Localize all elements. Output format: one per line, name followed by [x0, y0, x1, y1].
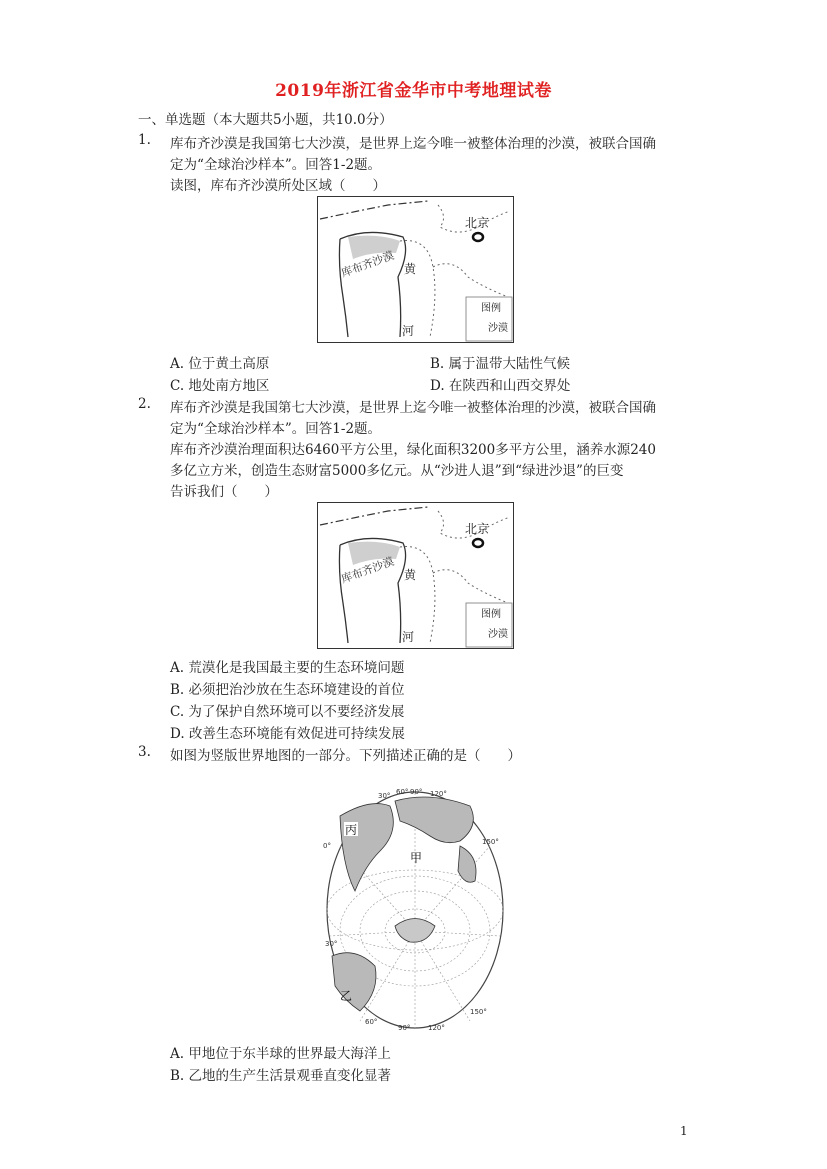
- label-yi: 乙: [340, 989, 353, 1003]
- world-map-vertical: [320, 786, 510, 1036]
- label-bing: 丙: [345, 823, 358, 837]
- desert-map-2: [317, 502, 514, 649]
- lon-label: 90°: [398, 1024, 411, 1032]
- page-title: 2019年浙江省金华市中考地理试卷: [275, 81, 552, 101]
- question-text: 告诉我们（ ）: [170, 484, 278, 500]
- option[interactable]: B. 属于温带大陆性气候: [430, 356, 571, 372]
- option[interactable]: B. 乙地的生产生活景观垂直变化显著: [170, 1068, 392, 1084]
- lon-label: 120°: [428, 1024, 445, 1032]
- lon-label: 120°: [430, 790, 447, 798]
- question-text: 库布齐沙漠治理面积达6460平方公里，绿化面积3200多平方公里，涵养水源240: [170, 442, 656, 458]
- legend-title: 图例: [481, 609, 501, 620]
- question-text: 定为“全球治沙样本”。回答1-2题。: [170, 157, 382, 173]
- beijing-label: 北京: [465, 216, 490, 230]
- question-text: 库布齐沙漠是我国第七大沙漠，是世界上迄今唯一被整体治理的沙漠，被联合国确: [170, 400, 656, 416]
- option[interactable]: C. 地处南方地区: [170, 378, 270, 394]
- option[interactable]: A. 荒漠化是我国最主要的生态环境问题: [170, 660, 405, 676]
- question-text: 定为“全球治沙样本”。回答1-2题。: [170, 421, 382, 437]
- option[interactable]: D. 在陕西和山西交界处: [430, 378, 571, 394]
- river-label-2: 河: [402, 630, 415, 644]
- question-number: 1.: [138, 132, 151, 148]
- question-number: 2.: [138, 396, 151, 412]
- option[interactable]: C. 为了保护自然环境可以不要经济发展: [170, 704, 405, 720]
- lon-label: 90°: [410, 788, 423, 796]
- lon-label: 60°: [365, 1018, 378, 1026]
- legend-title: 图例: [481, 303, 501, 314]
- desert-map-1: [317, 196, 514, 343]
- lon-label: 150°: [482, 838, 499, 846]
- lon-label: 60°: [396, 788, 409, 796]
- legend-item: 沙漠: [488, 323, 508, 334]
- section-heading: 一、单选题（本大题共5小题，共10.0分）: [138, 112, 393, 128]
- option[interactable]: A. 甲地位于东半球的世界最大海洋上: [170, 1046, 391, 1062]
- desert-map-svg: [318, 197, 513, 342]
- question-text: 读图，库布齐沙漠所处区域（ ）: [170, 178, 386, 194]
- question-number: 3.: [138, 744, 151, 760]
- desert-map-svg: [318, 503, 513, 648]
- river-label-1: 黄: [404, 568, 417, 582]
- desert-label: 库布齐沙漠: [339, 248, 396, 280]
- lon-label: 30°: [378, 792, 391, 800]
- river-label-2: 河: [402, 324, 415, 338]
- beijing-label: 北京: [465, 522, 490, 536]
- option[interactable]: B. 必须把治沙放在生态环境建设的首位: [170, 682, 405, 698]
- legend-item: 沙漠: [488, 629, 508, 640]
- page-number: 1: [680, 1124, 688, 1138]
- lon-label: 150°: [470, 1008, 487, 1016]
- lat-label: 30°: [325, 940, 338, 948]
- desert-label: 库布齐沙漠: [339, 554, 396, 586]
- globe-svg: [320, 786, 510, 1036]
- option[interactable]: D. 改善生态环境能有效促进可持续发展: [170, 726, 405, 742]
- option[interactable]: A. 位于黄土高原: [170, 356, 270, 372]
- question-text: 如图为竖版世界地图的一部分。下列描述正确的是（ ）: [170, 748, 521, 764]
- label-jia: 甲: [410, 851, 423, 865]
- lat-label: 0°: [323, 842, 331, 850]
- question-text: 多亿立方米，创造生态财富5000多亿元。从“沙进人退”到“绿进沙退”的巨变: [170, 463, 624, 479]
- question-text: 库布齐沙漠是我国第七大沙漠，是世界上迄今唯一被整体治理的沙漠，被联合国确: [170, 136, 656, 152]
- river-label-1: 黄: [404, 262, 417, 276]
